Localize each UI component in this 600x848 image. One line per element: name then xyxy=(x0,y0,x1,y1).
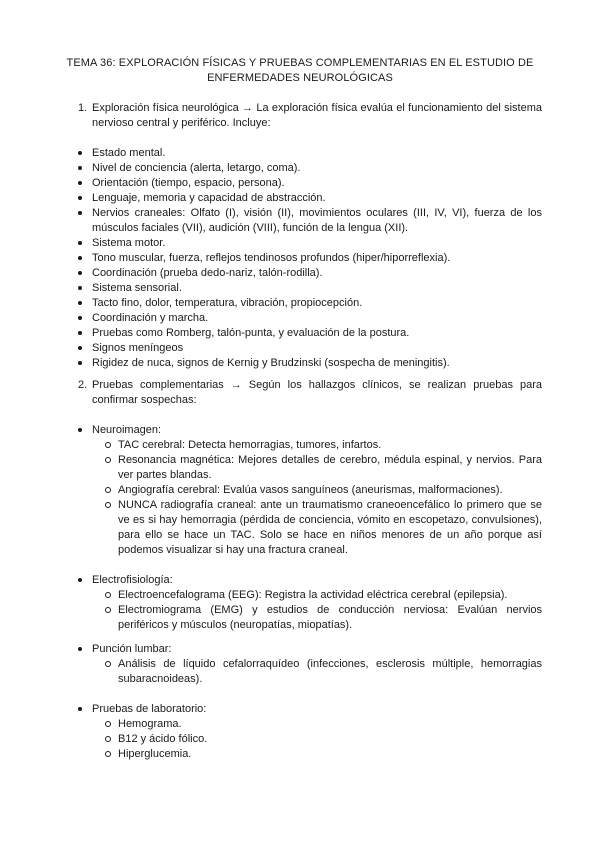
section-1-list xyxy=(78,146,542,371)
bullet-icon xyxy=(78,211,82,215)
electrofisiologia-label: Electrofisiología: xyxy=(92,574,173,586)
list-item xyxy=(78,573,542,633)
list-item: TAC cerebral: Detecta hemorragias, tumores, infartos. xyxy=(92,438,542,453)
electrofisiologia-sublist xyxy=(92,588,542,633)
bullet-icon xyxy=(78,316,82,320)
section-1-heading xyxy=(78,101,542,131)
bullet-icon xyxy=(78,166,82,170)
bullet-icon xyxy=(78,331,82,335)
section-2-heading xyxy=(78,378,542,408)
bullet-icon xyxy=(78,361,82,365)
list-item: Orientación (tiempo, espacio, persona). xyxy=(78,176,542,191)
bullet-icon xyxy=(78,271,82,275)
circle-bullet-icon xyxy=(105,736,111,742)
bullet-icon xyxy=(78,241,82,245)
circle-bullet-icon xyxy=(105,751,111,757)
list-item: Pruebas como Romberg, talón-punta, y evaluación de la postura. xyxy=(78,326,542,341)
circle-bullet-icon xyxy=(105,502,111,508)
section-2-text: Pruebas complementarias → Según los hallazgos clínicos, se realizan pruebas para confirmar sospechas: xyxy=(92,379,542,406)
list-item: Tacto fino, dolor, temperatura, vibración, propiocepción. xyxy=(78,296,542,311)
neuroimagen-list xyxy=(78,423,542,558)
list-item: Lenguaje, memoria y capacidad de abstracción. xyxy=(78,191,542,206)
page-title: TEMA 36: EXPLORACIÓN FÍSICAS Y PRUEBAS COMPLEMENTARIAS EN EL ESTUDIO DE ENFERMEDADES NEUROLÓGICAS xyxy=(66,57,534,84)
puncion-sublist xyxy=(92,657,542,687)
list-item: Hemograma. xyxy=(92,717,542,732)
section-1-number: 1. xyxy=(78,102,88,114)
list-item: B12 y ácido fólico. xyxy=(92,732,542,747)
circle-bullet-icon xyxy=(105,607,111,613)
list-item: Estado mental. xyxy=(78,146,542,161)
list-item: Electroencefalograma (EEG): Registra la actividad eléctrica cerebral (epilepsia). xyxy=(92,588,542,603)
list-item: Hiperglucemia. xyxy=(92,747,542,762)
list-item: Sistema sensorial. xyxy=(78,281,542,296)
bullet-icon xyxy=(78,346,82,350)
bullet-icon xyxy=(78,707,82,711)
bullet-icon xyxy=(78,301,82,305)
list-item: Resonancia magnética: Mejores detalles de cerebro, médula espinal, y nervios. Para ver partes blandas. xyxy=(92,453,542,483)
list-item: Sistema motor. xyxy=(78,236,542,251)
list-item: Nivel de conciencia (alerta, letargo, coma). xyxy=(78,161,542,176)
circle-bullet-icon xyxy=(105,721,111,727)
circle-bullet-icon xyxy=(105,487,111,493)
circle-bullet-icon xyxy=(105,457,111,463)
bullet-icon xyxy=(78,196,82,200)
list-item: Rigidez de nuca, signos de Kernig y Brudzinski (sospecha de meningitis). xyxy=(78,356,542,371)
bullet-icon xyxy=(78,428,82,432)
section-1-text: Exploración física neurológica → La exploración física evalúa el funcionamiento del sistema nervioso central y periférico. Incluye: xyxy=(92,102,542,129)
list-item xyxy=(78,642,542,687)
section-2-number: 2. xyxy=(78,379,88,391)
list-item: Nervios craneales: Olfato (I), visión (II), movimientos oculares (III, IV, VI), fuerza de los músculos faciales (VII), audición (VIII), función de la lengua (XII). xyxy=(78,206,542,236)
laboratorio-list xyxy=(78,702,542,762)
list-item: Signos meníngeos xyxy=(78,341,542,356)
bullet-icon xyxy=(78,181,82,185)
list-item: Electromiograma (EMG) y estudios de conducción nerviosa: Evalúan nervios periféricos y músculos (neuropatías, miopatías). xyxy=(92,603,542,633)
puncion-list xyxy=(78,642,542,687)
circle-bullet-icon xyxy=(105,661,111,667)
list-item: Coordinación (prueba dedo-nariz, talón-rodilla). xyxy=(78,266,542,281)
list-item xyxy=(78,702,542,762)
circle-bullet-icon xyxy=(105,442,111,448)
bullet-icon xyxy=(78,578,82,582)
laboratorio-label: Pruebas de laboratorio: xyxy=(92,703,207,715)
puncion-label: Punción lumbar: xyxy=(92,643,172,655)
list-item xyxy=(78,423,542,558)
list-item: Coordinación y marcha. xyxy=(78,311,542,326)
bullet-icon xyxy=(78,286,82,290)
neuroimagen-label: Neuroimagen: xyxy=(92,424,162,436)
laboratorio-sublist xyxy=(92,717,542,762)
list-item: Angiografía cerebral: Evalúa vasos sanguíneos (aneurismas, malformaciones). xyxy=(92,483,542,498)
list-item: NUNCA radiografía craneal: ante un traumatismo craneoencefálico lo primero que se ve es si hay hemorragia (pérdida de conciencia, vómito en escopetazo, convulsiones), para ello se hace un TAC. Solo se hace en niños menores de un año porque así podemos visualizar si hay una fractura craneal. xyxy=(92,498,542,558)
circle-bullet-icon xyxy=(105,592,111,598)
bullet-icon xyxy=(78,151,82,155)
electrofisiologia-list xyxy=(78,573,542,633)
list-item: Análisis de líquido cefalorraquídeo (infecciones, esclerosis múltiple, hemorragias subaracnoideas). xyxy=(92,657,542,687)
bullet-icon xyxy=(78,256,82,260)
neuroimagen-sublist xyxy=(92,438,542,558)
list-item: Tono muscular, fuerza, reflejos tendinosos profundos (hiper/hiporreflexia). xyxy=(78,251,542,266)
bullet-icon xyxy=(78,647,82,651)
